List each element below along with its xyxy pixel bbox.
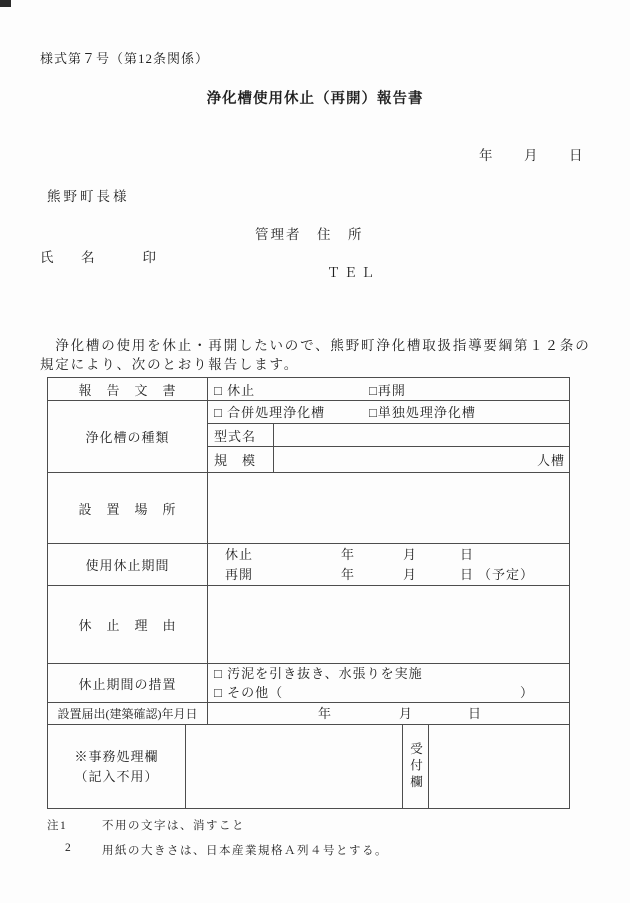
- suspension-period-label: 使用休止期間: [48, 544, 208, 585]
- model-name-label: 型式名: [208, 424, 274, 447]
- footnote-1-text: 不用の文字は、消すこと: [102, 820, 245, 832]
- install-date-line: [208, 704, 569, 724]
- addressee: 熊野町長様: [47, 189, 130, 204]
- body-line-1: 浄化槽の使用を休止・再開したいので、熊野町浄化槽取扱指導要綱第１２条の: [40, 338, 591, 353]
- measure-option1-line: [208, 664, 569, 683]
- planned-label: （予定）: [478, 566, 535, 582]
- office-use-label: [48, 725, 186, 808]
- model-name-row: [208, 424, 569, 448]
- tank-type-label: 浄化槽の種類: [48, 401, 208, 472]
- measures-options: [208, 664, 569, 702]
- scan-corner-artifact: [0, 0, 11, 7]
- install-month-label: 月: [399, 705, 414, 721]
- location-label: 設 置 場 所: [48, 473, 208, 543]
- suspend-checkbox-option[interactable]: □ 休止: [214, 382, 256, 398]
- resume-date-line: [208, 565, 569, 585]
- footnote-1-marker: 注1: [47, 820, 68, 832]
- office-use-label-line1: ※事務処理欄: [74, 748, 159, 764]
- install-year-label: 年: [318, 705, 333, 721]
- scale-row: [208, 447, 569, 472]
- report-doc-label: 報 告 文 書: [48, 378, 208, 400]
- receipt-blank-area[interactable]: [429, 725, 569, 808]
- install-date-label: 設置届出(建築確認)年月日: [48, 703, 208, 724]
- report-table: [47, 377, 570, 809]
- measures-label: 休止期間の措置: [48, 664, 208, 702]
- single-tank-checkbox-option[interactable]: □単独処理浄化槽: [369, 405, 476, 421]
- receipt-label: 受付欄: [408, 741, 423, 792]
- receipt-column: [403, 725, 429, 808]
- tel-label: ＴＥＬ: [327, 265, 379, 280]
- suspend-month-label: 月: [403, 546, 418, 562]
- tank-type-stack: [208, 401, 569, 472]
- row-tank-type: [48, 401, 569, 473]
- suspend-date-line: [208, 545, 569, 565]
- page-title: 浄化槽使用休止（再開）報告書: [206, 91, 424, 107]
- other-close-paren: ）: [520, 685, 535, 700]
- resume-checkbox-option[interactable]: □再開: [369, 382, 406, 398]
- scale-label: 規 模: [208, 447, 274, 472]
- other-checkbox-option[interactable]: □ その他（: [214, 685, 284, 700]
- row-location: [48, 473, 569, 544]
- form-number: 様式第７号（第12条関係）: [40, 51, 210, 66]
- resume-month-label: 月: [403, 566, 418, 582]
- manager-address-label: 管理者 住 所: [255, 227, 364, 242]
- name-seal-label: 氏 名 印: [40, 250, 163, 265]
- resume-word: 再開: [225, 566, 254, 582]
- footnote-2-text: 用紙の大きさは、日本産業規格Ａ列４号とする。: [102, 845, 388, 857]
- footnote-1: [47, 817, 388, 833]
- header-day-label: 日: [569, 148, 583, 163]
- combined-tank-checkbox-option[interactable]: □ 合併処理浄化槽: [214, 405, 326, 421]
- tank-type-options-row: [208, 401, 569, 424]
- resume-year-label: 年: [341, 566, 356, 582]
- model-name-input-area[interactable]: [274, 424, 569, 447]
- measure-option2-line: [208, 683, 569, 702]
- row-reason: [48, 586, 569, 664]
- footnotes: [47, 817, 388, 858]
- install-day-label: 日: [468, 705, 483, 721]
- report-doc-options: [208, 378, 569, 400]
- tank-type-options: [208, 401, 569, 423]
- office-use-blank-area[interactable]: [186, 725, 403, 808]
- header-year-label: 年: [479, 148, 493, 163]
- row-office-use: [48, 725, 569, 808]
- row-measures: [48, 664, 569, 703]
- body-line-2: 規定により、次のとおり報告します。: [40, 356, 300, 372]
- body-paragraph: [40, 337, 596, 374]
- suspend-day-label: 日: [460, 546, 475, 562]
- footnote-2-marker: 2: [65, 842, 73, 854]
- suspend-year-label: 年: [341, 546, 356, 562]
- resume-day-label: 日: [460, 566, 475, 582]
- header-date-line: [0, 144, 630, 163]
- row-install-date: [48, 703, 569, 725]
- row-suspension-period: [48, 544, 569, 586]
- sludge-removal-checkbox-option[interactable]: □ 汚泥を引き抜き、水張りを実施: [214, 666, 423, 681]
- reason-label: 休 止 理 由: [48, 586, 208, 663]
- scale-unit-label: 人槽: [536, 453, 565, 469]
- footnote-2: [47, 842, 388, 858]
- scale-input-area[interactable]: [274, 447, 569, 472]
- suspend-word: 休止: [225, 546, 254, 562]
- location-input-area[interactable]: [208, 473, 569, 543]
- row-report-doc: [48, 378, 569, 401]
- office-use-label-line2: （記入不用）: [74, 768, 159, 784]
- reason-input-area[interactable]: [208, 586, 569, 663]
- suspension-period-input-area[interactable]: [208, 544, 569, 585]
- install-date-input-area[interactable]: [208, 703, 569, 724]
- header-month-label: 月: [524, 148, 538, 163]
